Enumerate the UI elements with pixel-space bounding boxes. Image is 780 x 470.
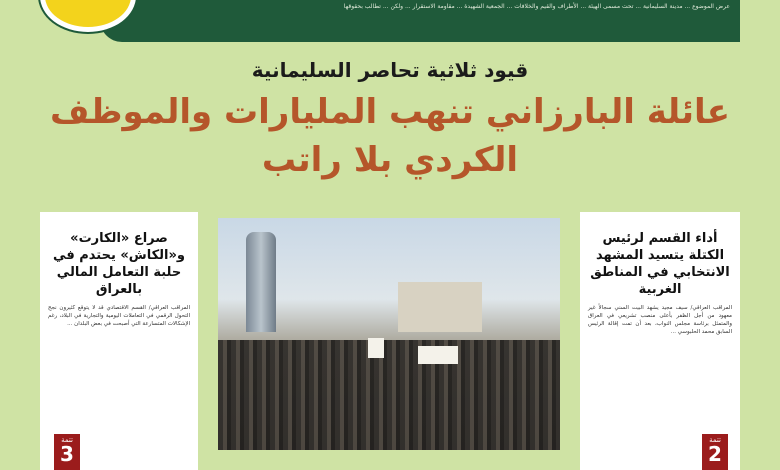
- crowd: [218, 340, 560, 450]
- left-column-body: المراقب العراقي/ القسم الاقتصادي قد لا يتوقع كثيرون نجح التحول الرقمي في التعاملات اليومية والتجارية في البلاد، رغم الإشكالات المتسارعة التي أصبحت في بعض البلدان ...: [48, 305, 190, 327]
- continued-tag-3[interactable]: [54, 434, 80, 470]
- tag-number: 3: [60, 442, 74, 466]
- right-column-body: المراقب العراقي/ سيف مجيد يشهد البيت السني سجالاً غير معهود من أجل الظفر بأعلى منصب تشريعي في العراق والمتمثل برئاسة مجلس النواب، بعد أن تمت إقالة الرئيس السابق محمد الحلبوسي ...: [588, 305, 732, 335]
- headline-line-1: عائلة البارزاني تنهب المليارات والموظف: [49, 92, 731, 132]
- protest-sign: [368, 338, 384, 358]
- protest-banner: [418, 346, 458, 364]
- tag-label: تتمة: [61, 436, 73, 444]
- headline-line-2: الكردي بلا راتب: [261, 140, 519, 180]
- right-column: [580, 212, 740, 470]
- building: [398, 282, 482, 332]
- tower-building: [246, 232, 276, 332]
- tag-label: تتمة: [709, 436, 721, 444]
- continued-tag-2[interactable]: [702, 434, 728, 470]
- left-column: [40, 212, 198, 470]
- top-banner: [100, 0, 740, 42]
- article-kicker: قيود ثلاثية تحاصر السليمانية: [251, 58, 529, 82]
- tag-number: 2: [708, 442, 722, 466]
- top-banner-text: عرض الموضوع ... مدينة السليمانية ... تحت مسمى الهيئة ... الأطراف والقيم والخلافات ... الجمعية الشهيدة ... مقاومة الاستقرار ... ولكن ... تطالب بحقوقها: [343, 3, 730, 10]
- right-column-title: أداء القسم لرئيس الكتلة يتسيد المشهد الانتخابي في المناطق الغربية: [590, 231, 730, 297]
- protest-photo: [218, 218, 560, 450]
- left-column-title: صراع «الكارت» و«الكاش» يحتدم في حلبة التعامل المالي بالعراق: [53, 231, 185, 297]
